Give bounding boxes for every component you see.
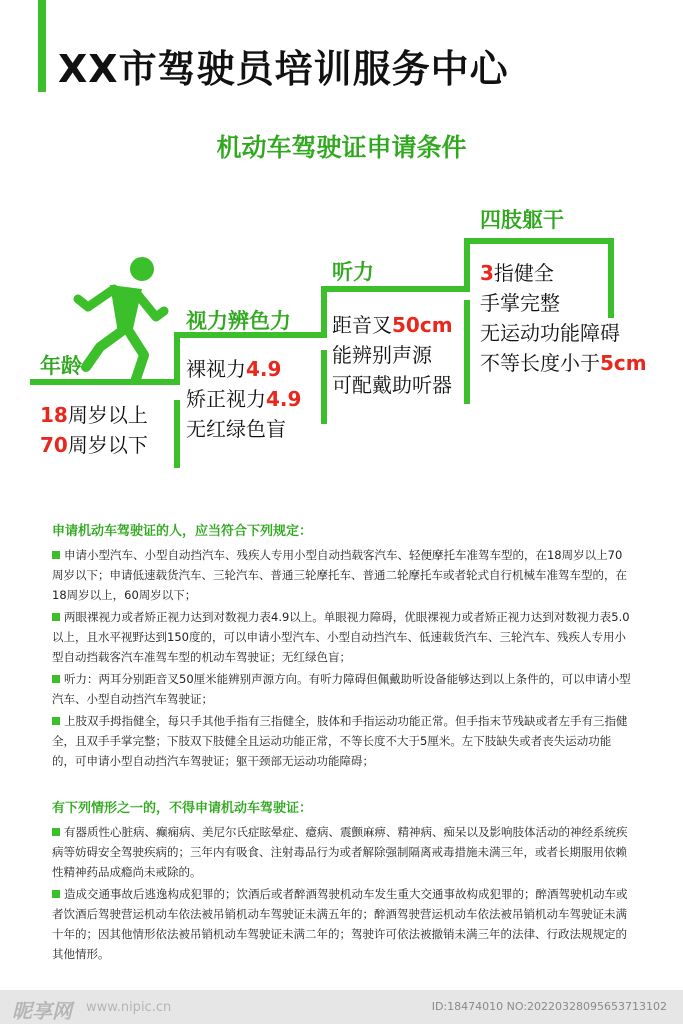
- step-line-4: [464, 238, 614, 244]
- step-detail-line: 距音叉50cm: [332, 313, 453, 337]
- step-detail-line: 裸视力4.9: [186, 357, 282, 381]
- section-disqualifications-body: [52, 822, 632, 966]
- square-bullet-icon: [52, 551, 60, 559]
- step-age-details: [40, 400, 148, 460]
- step-detail-line: 无运动功能障碍: [480, 321, 620, 345]
- list-item: 听力：两耳分别距音叉50厘米能辨别声源方向。有听力障碍但佩戴助听设备能够达到以上条件的，可以申请小型汽车、小型自动挡汽车驾驶证；: [52, 672, 631, 706]
- step-limbs-details: [480, 258, 647, 378]
- section-requirements-body: [52, 545, 632, 773]
- step-age-label: 年龄: [40, 354, 82, 378]
- watermark-logo: 昵享网: [12, 999, 72, 1023]
- step-detail-line: 能辨别声源: [332, 343, 432, 367]
- list-item: 有器质性心脏病、癫痫病、美尼尔氏症眩晕症、癔病、震颤麻痹、精神病、痴呆以及影响肢体活动的神经系统疾病等妨碍安全驾驶疾病的；三年内有吸食、注射毒品行为或者解除强制隔离戒毒措施未满三年，或者长期服用依赖性精神药品成瘾尚未戒除的。: [52, 825, 628, 879]
- square-bullet-icon: [52, 828, 60, 836]
- list-item: 造成交通事故后逃逸构成犯罪的；饮酒后或者醉酒驾驶机动车发生重大交通事故构成犯罪的；醉酒驾驶机动车或者饮酒后驾驶营运机动车依法被吊销机动车驾驶证未满五年的；醉酒驾驶营运机动车依法被吊销机动车驾驶证未满十年的；因其他情形依法被吊销机动车驾驶证未满二年的；驾驶许可依法被撤销未满三年的法律、行政法规规定的其他情形。: [52, 887, 628, 961]
- page-subtitle: 机动车驾驶证申请条件: [216, 133, 467, 162]
- step-riser-3: [464, 240, 470, 292]
- step-detail-line: 不等长度小于5cm: [480, 351, 647, 375]
- step-detail-line: 3指健全: [480, 261, 554, 285]
- step-riser-1: [174, 334, 180, 385]
- step-line-3: [321, 286, 467, 292]
- step-vision-label: 视力辨色力: [186, 309, 291, 333]
- step-detail-line: 无红绿色盲: [186, 417, 286, 441]
- section-disqualifications-title: 有下列情形之一的，不得申请机动车驾驶证：: [52, 801, 313, 816]
- section-requirements-title: 申请机动车驾驶证的人，应当符合下列规定：: [52, 524, 313, 539]
- step-hearing-details: [332, 310, 453, 400]
- step-tail-3: [464, 300, 470, 404]
- step-riser-2: [321, 288, 327, 338]
- step-detail-line: 矫正视力4.9: [186, 387, 302, 411]
- step-detail-line: 18周岁以上: [40, 403, 148, 427]
- list-item: 申请小型汽车、小型自动挡汽车、残疾人专用小型自动挡载客汽车、轻便摩托车准驾车型的，在18周岁以上70周岁以下；申请低速载货汽车、三轮汽车、普通三轮摩托车、普通二轮摩托车或者轮式自行机械车准驾车型的，在18周岁以上，60周岁以下；: [52, 548, 627, 602]
- step-detail-line: 70周岁以下: [40, 433, 148, 457]
- square-bullet-icon: [52, 613, 60, 621]
- list-item: 两眼裸视力或者矫正视力达到对数视力表4.9以上。单眼视力障碍，优眼裸视力或者矫正视力达到对数视力表5.0以上，且水平视野达到150度的，可以申请小型汽车、小型自动挡汽车、低速载货汽车、三轮汽车、残疾人专用小型自动挡载客汽车准驾车型的机动车驾驶证；无红绿色盲；: [52, 610, 630, 664]
- list-item: 上肢双手拇指健全，每只手其他手指有三指健全，肢体和手指运动功能正常。但手指末节残缺或者左手有三指健全，且双手手掌完整；下肢双下肢健全且运动功能正常，不等长度不大于5厘米。左下肢缺失或者丧失运动功能的，可申请小型自动挡汽车驾驶证；躯干颈部无运动功能障碍；: [52, 714, 628, 768]
- step-hearing-label: 听力: [332, 260, 374, 284]
- watermark-url: www.nipic.cn: [86, 1000, 172, 1015]
- square-bullet-icon: [52, 890, 60, 898]
- title-accent-bar: [38, 0, 46, 92]
- step-detail-line: 手掌完整: [480, 291, 560, 315]
- square-bullet-icon: [52, 675, 60, 683]
- step-vision-details: [186, 354, 301, 444]
- step-detail-line: 可配戴助听器: [332, 373, 452, 397]
- running-man-icon: [70, 255, 170, 385]
- step-tail-2: [321, 350, 327, 424]
- step-tail-1: [174, 400, 180, 468]
- square-bullet-icon: [52, 717, 60, 725]
- step-limbs-label: 四肢躯干: [480, 208, 564, 232]
- watermark-id: ID:18474010 NO:20220328095653713102: [431, 1000, 667, 1013]
- page-title: XX市驾驶员培训服务中心: [58, 47, 509, 91]
